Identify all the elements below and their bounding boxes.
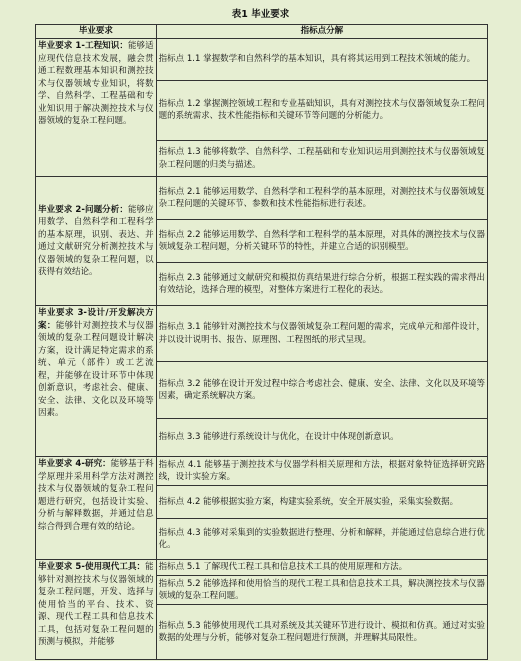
indicator-cell: 指标点 4.1 能够基于测控技术与仪器学科相关原理和方法，根据对象特征选择研究路线，设计实验方案。 xyxy=(156,457,487,486)
requirement-cell xyxy=(36,177,157,306)
indicator-cell: 指标点 2.3 能够通过文献研究和模拟仿真结果进行综合分析，根据工程实践的需求得出有效结论，选择合理的模型，对整体方案进行工程化的表达。 xyxy=(156,263,487,306)
requirement-desc: 能够应用数学、自然科学和工程科学的基本原理，识别、表达、并通过文献研究分析测控技术与仪器领域的复杂工程问题，以获得有效结论。 xyxy=(38,204,154,277)
table-header-row xyxy=(36,25,488,39)
graduation-requirements-table xyxy=(35,24,488,660)
table-row xyxy=(36,39,488,81)
indicator-cell: 指标点 1.2 掌握测控领域工程和专业基础知识，具有对测控技术与仪器领域复杂工程问题的系统需求、技术性能指标和关键环节等问题的分析能力。 xyxy=(156,80,487,140)
requirement-desc: 能够基于科学原理并采用科学方法对测控技术与仪器领域的复杂工程问题进行研究，包括设计实验、分析与解释数据，并通过信息综合得到合理有效的结论。 xyxy=(38,459,154,532)
indicator-cell: 指标点 5.3 能够使用现代工具对系统及其关键环节进行设计、模拟和仿真。通过对实验数据的处理与分析，能够对复杂工程问题进行预测，并理解其局限性。 xyxy=(156,605,487,660)
table-row xyxy=(36,306,488,362)
indicator-cell: 指标点 4.2 能够根据实验方案，构建实验系统，安全开展实验，采集实验数据。 xyxy=(156,486,487,519)
indicator-cell: 指标点 3.2 能够在设计开发过程中综合考虑社会、健康、安全、法律、文化以及环境等因素，确定系统解决方案。 xyxy=(156,362,487,419)
indicator-cell: 指标点 3.1 能够针对测控技术与仪器领域复杂工程问题的需求，完成单元和部件设计，并以设计说明书、报告、原理图、工程图纸的形式呈现。 xyxy=(156,306,487,362)
indicator-cell: 指标点 2.2 能够运用数学、自然科学和工程科学的基本原理，对具体的测控技术与仪器领域复杂工程问题，分析关键环节的特性，并建立合适的识别模型。 xyxy=(156,220,487,263)
indicator-cell: 指标点 1.1 掌握数学和自然科学的基本知识，具有将其运用到工程技术领域的能力。 xyxy=(156,39,487,81)
requirement-title: 毕业要求 4-研究： xyxy=(38,459,111,469)
requirement-title: 毕业要求 2-问题分析： xyxy=(38,204,128,215)
indicator-cell: 指标点 5.1 了解现代工程工具和信息技术工具的使用原理和方法。 xyxy=(156,560,487,576)
table-row xyxy=(36,560,488,576)
indicator-cell: 指标点 3.3 能够进行系统设计与优化，在设计中体现创新意识。 xyxy=(156,419,487,457)
requirement-cell xyxy=(36,457,157,560)
header-requirement: 毕业要求 xyxy=(36,25,157,39)
table-row xyxy=(36,177,488,220)
requirement-desc: 能够适应现代信息技术发展，融会贯通工程数理基本知识和测控技术与仪器领域专业知识，将数学、自然科学、工程基础和专业知识用于解决测控技术与仪器领域的复杂工程问题。 xyxy=(38,41,154,126)
indicator-cell: 指标点 4.3 能够对采集到的实验数据进行整理、分析和解释，并能通过信息综合进行优化。 xyxy=(156,519,487,560)
indicator-cell: 指标点 5.2 能够选择和使用恰当的现代工程工具和信息技术工具，解决测控技术与仪器领域的复杂工程问题。 xyxy=(156,576,487,605)
requirement-cell xyxy=(36,560,157,660)
requirement-cell xyxy=(36,306,157,457)
table-row xyxy=(36,457,488,486)
header-indicator: 指标点分解 xyxy=(156,25,487,39)
requirement-title: 毕业要求 1-工程知识： xyxy=(38,41,128,51)
indicator-cell: 指标点 2.1 能够运用数学、自然科学和工程科学的基本原理，对测控技术与仪器领域复杂工程问题的关键环节、参数和技术性能指标进行表述。 xyxy=(156,177,487,220)
table-caption: 表1 毕业要求 xyxy=(231,9,290,20)
requirement-desc: 能够针对测控技术与仪器领域的复杂工程问题设计解决方案，设计满足特定需求的系统、单元（部件）或工艺流程，并能够在设计环节中体现创新意识，考虑社会、健康、安全、法律、文化以及环境等因素。 xyxy=(38,320,154,418)
requirement-desc: 能够针对测控技术与仪器领域的复杂工程问题，开发、选择与使用恰当的平台、技术、资源、现代工程工具和信息技术工具，包括对复杂工程问题的预测与模拟，并能够 xyxy=(38,562,154,647)
requirement-title: 毕业要求 3-设计/开发解决方案： xyxy=(38,308,154,331)
requirement-title: 毕业要求 5-使用现代工具： xyxy=(38,562,146,572)
indicator-cell: 指标点 1.3 能够将数学、自然科学、工程基础和专业知识运用到测控技术与仪器领域复杂工程问题的归类与描述。 xyxy=(156,141,487,177)
requirement-cell xyxy=(36,39,157,177)
